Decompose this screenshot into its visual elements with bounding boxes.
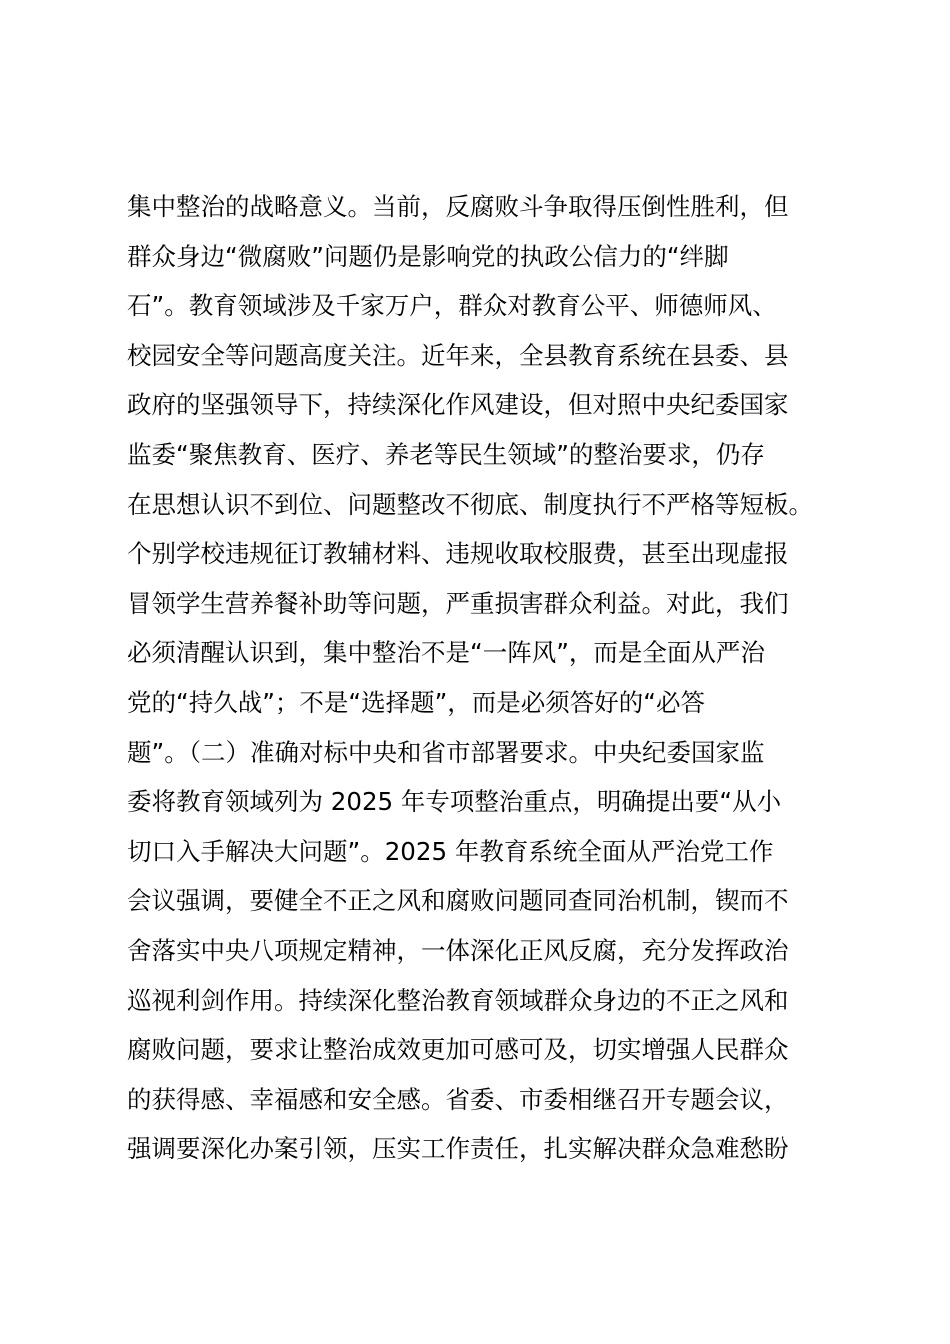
text-line: 党的“持久战”；不是“选择题”，而是必须答好的“必答 — [127, 687, 705, 717]
text-line: 会议强调，要健全不正之风和腐败问题同查同治机制，锲而不 — [127, 886, 789, 916]
text-line: 石”。教育领域涉及千家万户，群众对教育公平、师德师风、 — [127, 291, 777, 321]
text-line: 监委“聚焦教育、医疗、养老等民生领域”的整治要求，仍存 — [127, 439, 765, 469]
text-line: 政府的坚强领导下，持续深化作风建设，但对照中央纪委国家 — [127, 390, 789, 420]
text-line: 的获得感、幸福感和安全感。省委、市委相继召开专题会议， — [127, 1084, 789, 1114]
body-text — [127, 182, 847, 1174]
text-line: 切口入手解决大问题”。2025 年教育系统全面从严治党工作 — [127, 836, 774, 866]
text-line: 巡视利剑作用。持续深化整治教育领域群众身边的不正之风和 — [127, 985, 789, 1015]
text-line: 必须清醒认识到，集中整治不是“一阵风”，而是全面从严治 — [127, 638, 765, 668]
text-line: 腐败问题，要求让整治成效更加可感可及，切实增强人民群众 — [127, 1035, 789, 1065]
text-line: 个别学校违规征订教辅材料、违规收取校服费，甚至出现虚报 — [127, 539, 789, 569]
text-line: 题”。（二）准确对标中央和省市部署要求。中央纪委国家监 — [127, 737, 765, 767]
text-line: 集中整治的战略意义。当前，反腐败斗争取得压倒性胜利，但 — [127, 192, 789, 221]
text-line: 强调要深化办案引领，压实工作责任，扎实解决群众急难愁盼 — [127, 1134, 789, 1164]
text-line: 委将教育领域列为 2025 年专项整治重点，明确提出要“从小 — [127, 787, 782, 817]
text-line: 在思想认识不到位、问题整改不彻底、制度执行不严格等短板。 — [127, 489, 813, 519]
text-line: 群众身边“微腐败”问题仍是影响党的执政公信力的“绊脚 — [127, 241, 729, 271]
text-line: 冒领学生营养餐补助等问题，严重损害群众利益。对此，我们 — [127, 588, 789, 618]
text-line: 舍落实中央八项规定精神，一体深化正风反腐，充分发挥政治 — [127, 935, 789, 965]
text-line: 校园安全等问题高度关注。近年来，全县教育系统在县委、县 — [127, 340, 789, 370]
